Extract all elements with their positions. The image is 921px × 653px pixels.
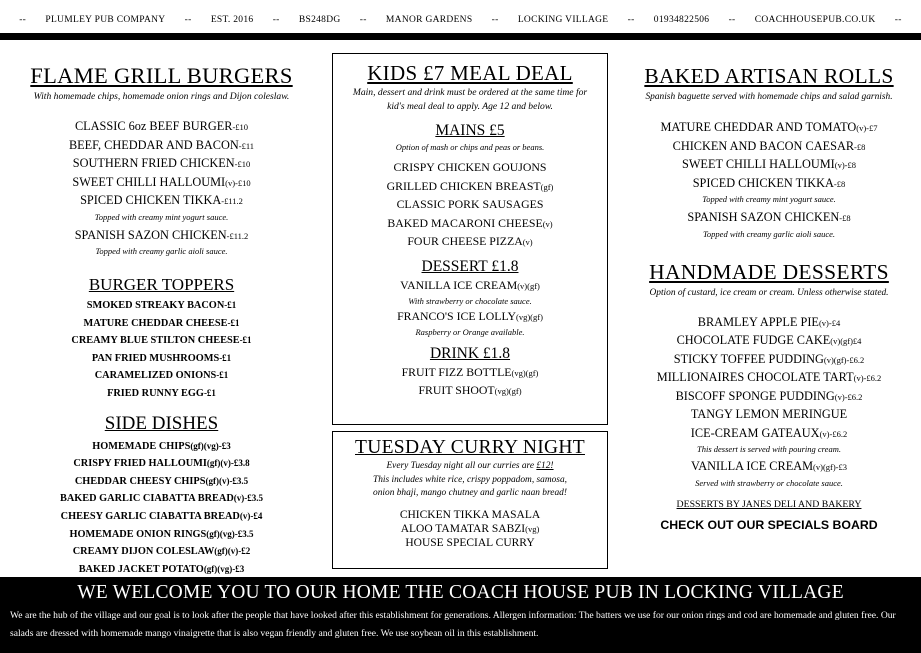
left-column (8, 62, 315, 578)
rolls-title: BAKED ARTISAN ROLLS (644, 64, 894, 88)
separator: -- (894, 15, 902, 25)
menu-item: FRANCO'S ICE LOLLY(vg)(gf) (397, 308, 543, 323)
menu-item: SWEET CHILLI HALLOUMI(v)-£10 (72, 174, 251, 189)
specials-board-callout: CHECK OUT OUR SPECIALS BOARD (660, 517, 878, 532)
item-note: Topped with creamy mint yogurt sauce. (94, 211, 229, 222)
menu-item: CHEDDAR CHEESY CHIPS(gf)(v)-£3.5 (74, 475, 249, 487)
sides-title: SIDE DISHES (104, 412, 219, 434)
separator: -- (728, 15, 736, 25)
website: COACHHOUSEPUB.CO.UK (754, 15, 876, 25)
menu-item: SWEET CHILLI HALLOUMI(v)-£8 (681, 157, 857, 171)
menu-item: FOUR CHEESE PIZZA(v) (407, 234, 533, 249)
rolls-description: Spanish baguette served with homemade chips and salad garnish. (645, 92, 893, 102)
right-column (620, 62, 918, 534)
top-info-items (0, 15, 921, 25)
desserts-title: HANDMADE DESSERTS (649, 259, 889, 284)
menu-item: VANILLA ICE CREAM(v)(gf) (400, 277, 540, 292)
menu-item: SPANISH SAZON CHICKEN-£11.2 (74, 227, 249, 242)
menu-item: SPICED CHICKEN TIKKA-£8 (692, 175, 846, 190)
menu-item: GRILLED CHICKEN BREAST(gf) (386, 178, 554, 193)
menu-item: HOMEMADE ONION RINGS(gf)(vg)-£3.5 (69, 528, 254, 540)
welcome-title: WE WELCOME YOU TO OUR HOME THE COACH HOUSE PUB IN LOCKING VILLAGE (77, 582, 844, 603)
drink-title: DRINK £1.8 (429, 344, 511, 362)
footer-banner (0, 577, 921, 653)
mains-title: MAINS £5 (435, 122, 505, 139)
top-info-bar (0, 0, 921, 40)
curry-description-line: onion bhaji, mango chutney and garlic naan bread! (373, 488, 567, 499)
item-note: This dessert is served with pouring cream. (697, 444, 841, 454)
menu-item: CREAMY BLUE STILTON CHEESE-£1 (71, 335, 252, 347)
menu-item: TANGY LEMON MERINGUE (690, 407, 848, 421)
item-note: Raspberry or Orange available. (415, 326, 525, 337)
sides-section (8, 413, 315, 579)
dessert-title: DESSERT £1.8 (421, 257, 519, 275)
rolls-section (620, 62, 918, 241)
menu-item: CHEESY GARLIC CIABATTA BREAD(v)-£4 (60, 510, 263, 522)
established-year: EST. 2016 (210, 15, 254, 25)
menu-item: CLASSIC PORK SAUSAGES (396, 197, 544, 212)
menu-item: CHOCOLATE FUDGE CAKE(v)(gf)£4 (676, 333, 862, 347)
mains-description: Option of mash or chips and peas or beans. (395, 142, 545, 152)
curry-description-line: This includes white rice, crispy poppadom, samosa, (372, 474, 567, 485)
curry-price: £12! (536, 461, 554, 471)
menu-item: CREAMY DIJON COLESLAW(gf)(v)-£2 (72, 546, 251, 558)
menu-item: FRUIT SHOOT(vg)(gf) (418, 382, 522, 397)
curry-section (333, 436, 607, 550)
menu-item: BAKED GARLIC CIABATTA BREAD(v)-£3.5 (59, 493, 264, 505)
menu-item: FRIED RUNNY EGG-£1 (107, 387, 216, 399)
kids-section (333, 60, 607, 400)
menu-item: ICE-CREAM GATEAUX(v)-£6.2 (690, 425, 848, 440)
curry-description-line: Every Tuesday night all our curries are £12! (386, 461, 554, 471)
menu-item: CRISPY FRIED HALLOUMI(gf)(v)-£3.8 (73, 458, 250, 470)
menu-item: STICKY TOFFEE PUDDING(v)(gf)-£6.2 (673, 351, 865, 366)
desserts-section (620, 258, 918, 534)
desserts-description: Option of custard, ice cream or cream. Unless otherwise stated. (649, 287, 889, 298)
separator: -- (627, 15, 635, 25)
item-note: With strawberry or chocolate sauce. (408, 295, 532, 306)
menu-item: FRUIT FIZZ BOTTLE(vg)(gf) (401, 364, 539, 379)
menu-item: BEEF, CHEDDAR AND BACON-£11 (68, 137, 255, 152)
menu-item: BAKED JACKET POTATO(gf)(vg)-£3 (78, 563, 245, 575)
kids-description: Main, dessert and drink must be ordered at the same time for kid's meal deal to apply. Age 12 and below. (352, 87, 588, 112)
separator: -- (491, 15, 499, 25)
menu-item: CHICKEN AND BACON CAESAR-£8 (672, 138, 866, 153)
street: MANOR GARDENS (385, 15, 473, 25)
separator: -- (19, 15, 27, 25)
toppers-section (8, 275, 315, 403)
burgers-section (8, 62, 315, 258)
burgers-title: FLAME GRILL BURGERS (30, 63, 293, 88)
menu-item: SMOKED STREAKY BACON-£1 (86, 300, 237, 311)
menu-item: CARAMELIZED ONIONS-£1 (94, 370, 229, 382)
menu-item: HOMEMADE CHIPS(gf)(vg)-£3 (92, 440, 231, 452)
toppers-title: BURGER TOPPERS (88, 275, 235, 294)
item-note: Served with strawberry or chocolate sauce. (695, 477, 843, 488)
phone-number: 01934822506 (653, 15, 710, 25)
item-note: Topped with creamy garlic aioli sauce. (702, 228, 836, 239)
menu-item: VANILLA ICE CREAM(v)(gf)-£3 (690, 459, 848, 473)
menu-item: MATURE CHEDDAR CHEESE-£1 (83, 317, 240, 329)
item-note: Topped with creamy garlic aioli sauce. (95, 246, 228, 256)
welcome-text: We are the hub of the village and our goal is to look after the people that have looked after this establishment for generations. Allergen information: The batters we use for our onion rings and cod are homemade and gluten free. Our salads are dressed with homemade mango vinaigrette that is also vegan friendly and gluten free. We use soybean oil in this establishment. (10, 610, 896, 639)
separator: -- (184, 15, 192, 25)
curry-title: TUESDAY CURRY NIGHT (355, 437, 585, 458)
menu-item: BAKED MACARONI CHEESE(v) (387, 215, 553, 230)
menu-item: BRAMLEY APPLE PIE(v)-£4 (697, 314, 841, 329)
menu-item: BISCOFF SPONGE PUDDING(v)-£6.2 (675, 388, 863, 403)
menu-item: HOUSE SPECIAL CURRY (405, 536, 535, 549)
menu-item: CLASSIC 6oz BEEF BURGER-£10 (74, 119, 249, 133)
menu-item: SPANISH SAZON CHICKEN-£8 (687, 210, 851, 224)
item-note: Topped with creamy mint yogurt sauce. (702, 194, 836, 204)
menu-item: SPICED CHICKEN TIKKA-£11.2 (80, 193, 243, 207)
kids-title: KIDS £7 MEAL DEAL (367, 61, 573, 85)
menu-item: CHICKEN TIKKA MASALA (399, 508, 541, 521)
menu-item: PAN FRIED MUSHROOMS-£1 (91, 352, 232, 364)
separator: -- (359, 15, 367, 25)
menu-item: ALOO TAMATAR SABZI(vg) (400, 522, 540, 535)
deli-credit: DESSERTS BY JANES DELI AND BAKERY (676, 498, 862, 510)
menu-item: MATURE CHEDDAR AND TOMATO(v)-£7 (660, 120, 878, 134)
menu-item: MILLIONAIRES CHOCOLATE TART(v)-£6.2 (656, 370, 882, 384)
company-name: PLUMLEY PUB COMPANY (45, 15, 166, 25)
separator: -- (272, 15, 280, 25)
postcode: BS248DG (298, 15, 341, 25)
village: LOCKING VILLAGE (517, 15, 609, 25)
burgers-description: With homemade chips, homemade onion rings and Dijon coleslaw. (33, 91, 290, 102)
menu-item: SOUTHERN FRIED CHICKEN-£10 (72, 156, 251, 170)
menu-item: CRISPY CHICKEN GOUJONS (393, 160, 547, 174)
